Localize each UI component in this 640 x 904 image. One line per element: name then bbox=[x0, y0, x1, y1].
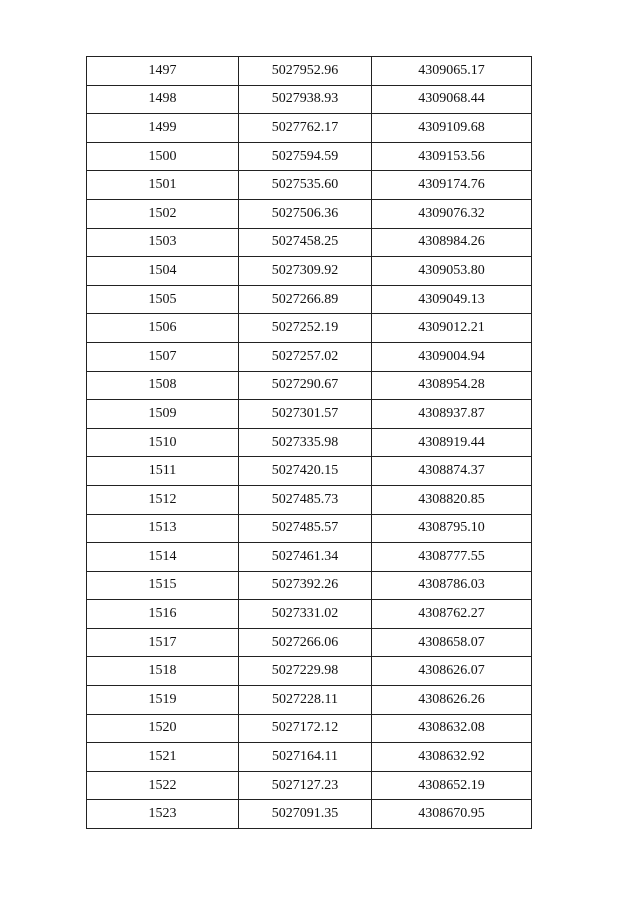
y-coordinate-cell: 4309053.80 bbox=[372, 257, 532, 286]
x-coordinate-cell: 5027938.93 bbox=[239, 85, 372, 114]
table-row bbox=[87, 743, 532, 772]
table-row bbox=[87, 314, 532, 343]
coordinate-table-body bbox=[87, 57, 532, 829]
y-coordinate-cell: 4308762.27 bbox=[372, 600, 532, 629]
x-coordinate-cell: 5027257.02 bbox=[239, 342, 372, 371]
x-coordinate-cell: 5027420.15 bbox=[239, 457, 372, 486]
table-row bbox=[87, 686, 532, 715]
table-row bbox=[87, 171, 532, 200]
x-coordinate-cell: 5027127.23 bbox=[239, 771, 372, 800]
x-coordinate-cell: 5027266.89 bbox=[239, 285, 372, 314]
y-coordinate-cell: 4308632.08 bbox=[372, 714, 532, 743]
table-row bbox=[87, 285, 532, 314]
x-coordinate-cell: 5027331.02 bbox=[239, 600, 372, 629]
point-number-cell: 1499 bbox=[87, 114, 239, 143]
point-number-cell: 1504 bbox=[87, 257, 239, 286]
y-coordinate-cell: 4308626.07 bbox=[372, 657, 532, 686]
y-coordinate-cell: 4309004.94 bbox=[372, 342, 532, 371]
table-row bbox=[87, 485, 532, 514]
table-row bbox=[87, 457, 532, 486]
point-number-cell: 1500 bbox=[87, 142, 239, 171]
table-row bbox=[87, 628, 532, 657]
point-number-cell: 1498 bbox=[87, 85, 239, 114]
y-coordinate-cell: 4308937.87 bbox=[372, 400, 532, 429]
point-number-cell: 1501 bbox=[87, 171, 239, 200]
y-coordinate-cell: 4308954.28 bbox=[372, 371, 532, 400]
x-coordinate-cell: 5027594.59 bbox=[239, 142, 372, 171]
y-coordinate-cell: 4309174.76 bbox=[372, 171, 532, 200]
point-number-cell: 1502 bbox=[87, 199, 239, 228]
x-coordinate-cell: 5027485.73 bbox=[239, 485, 372, 514]
table-row bbox=[87, 800, 532, 829]
x-coordinate-cell: 5027229.98 bbox=[239, 657, 372, 686]
table-row bbox=[87, 228, 532, 257]
y-coordinate-cell: 4308632.92 bbox=[372, 743, 532, 772]
table-row bbox=[87, 142, 532, 171]
point-number-cell: 1507 bbox=[87, 342, 239, 371]
y-coordinate-cell: 4308984.26 bbox=[372, 228, 532, 257]
point-number-cell: 1512 bbox=[87, 485, 239, 514]
table-row bbox=[87, 114, 532, 143]
y-coordinate-cell: 4308626.26 bbox=[372, 686, 532, 715]
x-coordinate-cell: 5027506.36 bbox=[239, 199, 372, 228]
x-coordinate-cell: 5027485.57 bbox=[239, 514, 372, 543]
y-coordinate-cell: 4308670.95 bbox=[372, 800, 532, 829]
table-row bbox=[87, 371, 532, 400]
point-number-cell: 1510 bbox=[87, 428, 239, 457]
table-row bbox=[87, 342, 532, 371]
point-number-cell: 1508 bbox=[87, 371, 239, 400]
point-number-cell: 1518 bbox=[87, 657, 239, 686]
point-number-cell: 1520 bbox=[87, 714, 239, 743]
point-number-cell: 1514 bbox=[87, 543, 239, 572]
x-coordinate-cell: 5027228.11 bbox=[239, 686, 372, 715]
y-coordinate-cell: 4308652.19 bbox=[372, 771, 532, 800]
y-coordinate-cell: 4309076.32 bbox=[372, 199, 532, 228]
table-row bbox=[87, 400, 532, 429]
y-coordinate-cell: 4308786.03 bbox=[372, 571, 532, 600]
x-coordinate-cell: 5027301.57 bbox=[239, 400, 372, 429]
y-coordinate-cell: 4309065.17 bbox=[372, 57, 532, 86]
table-row bbox=[87, 257, 532, 286]
x-coordinate-cell: 5027309.92 bbox=[239, 257, 372, 286]
point-number-cell: 1506 bbox=[87, 314, 239, 343]
y-coordinate-cell: 4308874.37 bbox=[372, 457, 532, 486]
point-number-cell: 1497 bbox=[87, 57, 239, 86]
y-coordinate-cell: 4308820.85 bbox=[372, 485, 532, 514]
y-coordinate-cell: 4309012.21 bbox=[372, 314, 532, 343]
table-row bbox=[87, 714, 532, 743]
y-coordinate-cell: 4309049.13 bbox=[372, 285, 532, 314]
table-row bbox=[87, 199, 532, 228]
table-row bbox=[87, 85, 532, 114]
x-coordinate-cell: 5027952.96 bbox=[239, 57, 372, 86]
x-coordinate-cell: 5027461.34 bbox=[239, 543, 372, 572]
x-coordinate-cell: 5027392.26 bbox=[239, 571, 372, 600]
point-number-cell: 1523 bbox=[87, 800, 239, 829]
y-coordinate-cell: 4308795.10 bbox=[372, 514, 532, 543]
x-coordinate-cell: 5027290.67 bbox=[239, 371, 372, 400]
x-coordinate-cell: 5027266.06 bbox=[239, 628, 372, 657]
x-coordinate-cell: 5027535.60 bbox=[239, 171, 372, 200]
point-number-cell: 1509 bbox=[87, 400, 239, 429]
table-row bbox=[87, 543, 532, 572]
table-row bbox=[87, 571, 532, 600]
y-coordinate-cell: 4308658.07 bbox=[372, 628, 532, 657]
x-coordinate-cell: 5027172.12 bbox=[239, 714, 372, 743]
table-row bbox=[87, 771, 532, 800]
point-number-cell: 1511 bbox=[87, 457, 239, 486]
x-coordinate-cell: 5027762.17 bbox=[239, 114, 372, 143]
table-row bbox=[87, 57, 532, 86]
point-number-cell: 1517 bbox=[87, 628, 239, 657]
point-number-cell: 1513 bbox=[87, 514, 239, 543]
x-coordinate-cell: 5027252.19 bbox=[239, 314, 372, 343]
x-coordinate-cell: 5027458.25 bbox=[239, 228, 372, 257]
point-number-cell: 1519 bbox=[87, 686, 239, 715]
point-number-cell: 1521 bbox=[87, 743, 239, 772]
x-coordinate-cell: 5027164.11 bbox=[239, 743, 372, 772]
x-coordinate-cell: 5027335.98 bbox=[239, 428, 372, 457]
y-coordinate-cell: 4309153.56 bbox=[372, 142, 532, 171]
point-number-cell: 1503 bbox=[87, 228, 239, 257]
y-coordinate-cell: 4309068.44 bbox=[372, 85, 532, 114]
table-row bbox=[87, 657, 532, 686]
coordinate-table bbox=[86, 56, 532, 829]
point-number-cell: 1515 bbox=[87, 571, 239, 600]
y-coordinate-cell: 4309109.68 bbox=[372, 114, 532, 143]
table-row bbox=[87, 514, 532, 543]
point-number-cell: 1505 bbox=[87, 285, 239, 314]
table-row bbox=[87, 600, 532, 629]
point-number-cell: 1516 bbox=[87, 600, 239, 629]
x-coordinate-cell: 5027091.35 bbox=[239, 800, 372, 829]
y-coordinate-cell: 4308919.44 bbox=[372, 428, 532, 457]
y-coordinate-cell: 4308777.55 bbox=[372, 543, 532, 572]
point-number-cell: 1522 bbox=[87, 771, 239, 800]
table-row bbox=[87, 428, 532, 457]
